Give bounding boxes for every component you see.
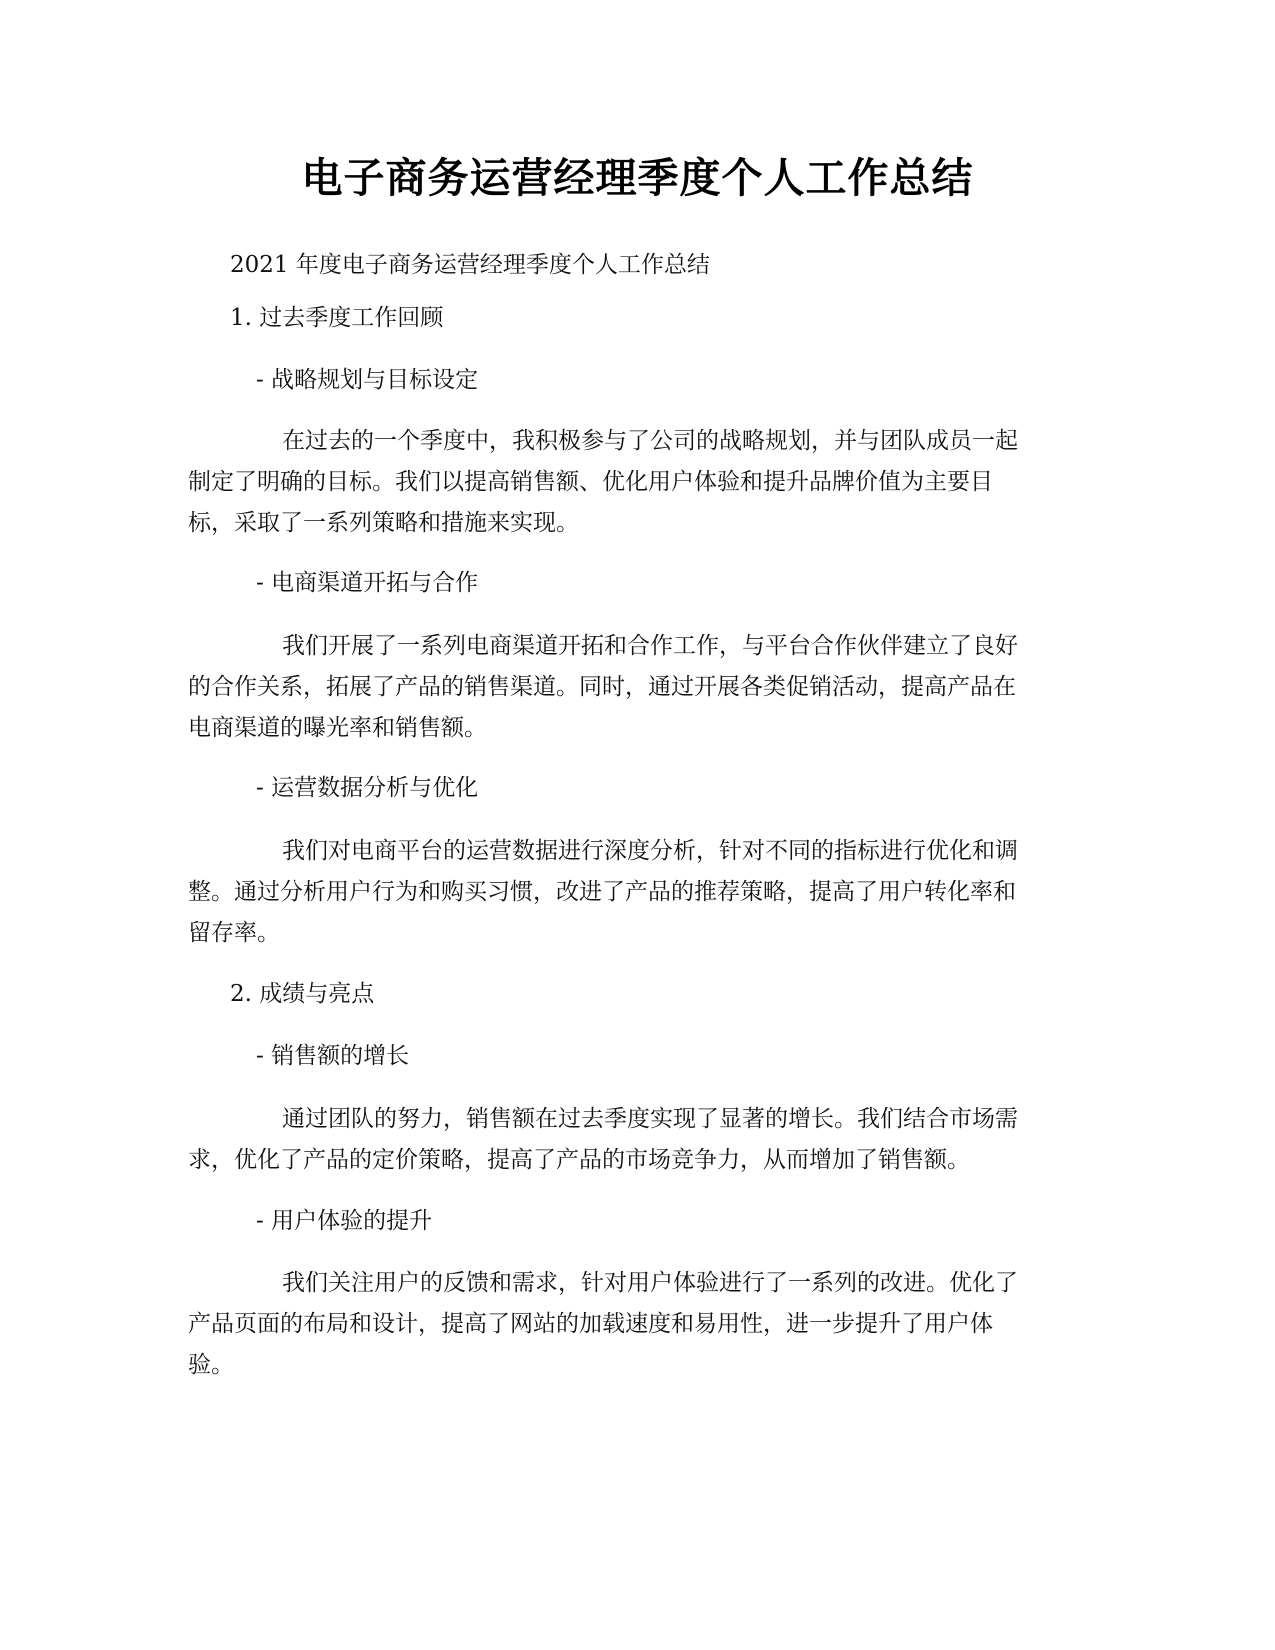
subsection-heading: - 用户体验的提升 [256,1208,433,1234]
paragraph-line: 验。 [188,1352,234,1378]
paragraph-line: 制定了明确的目标。我们以提高销售额、优化用户体验和提升品牌价值为主要目 [188,469,993,495]
section-heading: 2. 成绩与亮点 [230,981,375,1007]
paragraph [188,1263,1088,1386]
paragraph-line: 我们对电商平台的运营数据进行深度分析，针对不同的指标进行优化和调 [282,838,1018,864]
paragraph-line: 标，采取了一系列策略和措施来实现。 [188,510,579,536]
paragraph-line: 产品页面的布局和设计，提高了网站的加载速度和易用性，进一步提升了用户体 [188,1311,993,1337]
subsection-heading: - 销售额的增长 [256,1043,410,1069]
paragraph-line: 留存率。 [188,920,280,946]
paragraph-line: 通过团队的努力，销售额在过去季度实现了显著的增长。我们结合市场需 [282,1106,1018,1132]
paragraph-line: 在过去的一个季度中，我积极参与了公司的战略规划，并与团队成员一起 [282,428,1018,454]
document-subtitle: 2021 年度电子商务运营经理季度个人工作总结 [230,252,710,278]
paragraph-line: 的合作关系，拓展了产品的销售渠道。同时，通过开展各类促销活动，提高产品在 [188,674,1016,700]
paragraph [188,831,1088,954]
subsection-heading: - 电商渠道开拓与合作 [256,570,479,596]
subsection-heading: - 运营数据分析与优化 [256,775,479,801]
paragraph-line: 我们关注用户的反馈和需求，针对用户体验进行了一系列的改进。优化了 [282,1270,1018,1296]
paragraph [188,626,1088,749]
paragraph [188,1099,1088,1181]
subsection-heading: - 战略规划与目标设定 [256,367,479,393]
paragraph-line: 我们开展了一系列电商渠道开拓和合作工作，与平台合作伙伴建立了良好 [282,633,1018,659]
paragraph-line: 整。通过分析用户行为和购买习惯，改进了产品的推荐策略，提高了用户转化率和 [188,879,1016,905]
paragraph-line: 求，优化了产品的定价策略，提高了产品的市场竞争力，从而增加了销售额。 [188,1147,970,1173]
document-title: 电子商务运营经理季度个人工作总结 [301,154,974,202]
paragraph-line: 电商渠道的曝光率和销售额。 [188,715,487,741]
section-heading: 1. 过去季度工作回顾 [230,305,444,331]
paragraph [188,421,1088,544]
